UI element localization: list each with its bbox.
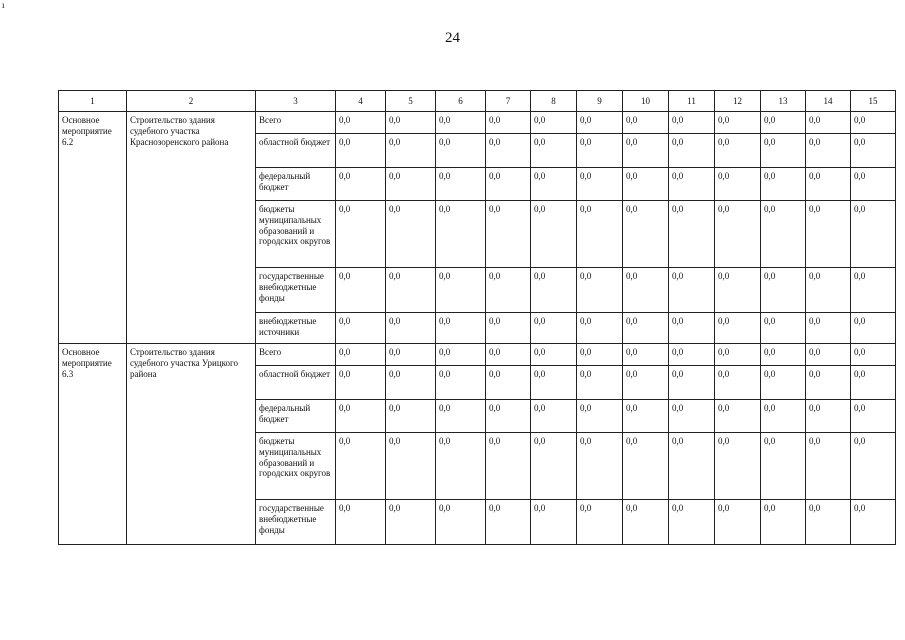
value-cell: 0,0 (761, 433, 806, 500)
value-cell: 0,0 (486, 433, 531, 500)
value-cell: 0,0 (669, 168, 715, 201)
funding-source-cell: федеральный бюджет (256, 400, 336, 433)
value-cell: 0,0 (851, 112, 896, 134)
value-cell: 0,0 (577, 400, 623, 433)
value-cell: 0,0 (851, 344, 896, 366)
value-cell: 0,0 (623, 313, 669, 344)
value-cell: 0,0 (386, 344, 436, 366)
table-row (59, 344, 896, 366)
funding-source-cell: областной бюджет (256, 134, 336, 168)
value-cell: 0,0 (806, 168, 851, 201)
value-cell: 0,0 (623, 112, 669, 134)
funding-source-cell: государственные внебюджетные фонды (256, 500, 336, 545)
value-cell: 0,0 (669, 400, 715, 433)
value-cell: 0,0 (486, 400, 531, 433)
header-cell: 7 (486, 91, 531, 112)
header-cell: 6 (436, 91, 486, 112)
funding-source-cell: областной бюджет (256, 366, 336, 400)
value-cell: 0,0 (851, 433, 896, 500)
value-cell: 0,0 (386, 400, 436, 433)
value-cell: 0,0 (715, 500, 761, 545)
value-cell: 0,0 (851, 168, 896, 201)
value-cell: 0,0 (851, 400, 896, 433)
value-cell: 0,0 (336, 344, 386, 366)
value-cell: 0,0 (531, 201, 577, 268)
value-cell: 0,0 (386, 168, 436, 201)
header-row (59, 91, 896, 112)
value-cell: 0,0 (577, 500, 623, 545)
value-cell: 0,0 (336, 201, 386, 268)
header-cell: 8 (531, 91, 577, 112)
value-cell: 0,0 (486, 268, 531, 313)
value-cell: 0,0 (531, 112, 577, 134)
value-cell: 0,0 (715, 168, 761, 201)
value-cell: 0,0 (436, 366, 486, 400)
value-cell: 0,0 (386, 134, 436, 168)
value-cell: 0,0 (669, 500, 715, 545)
header-cell: 3 (256, 91, 336, 112)
value-cell: 0,0 (531, 400, 577, 433)
header-cell: 13 (761, 91, 806, 112)
value-cell: 0,0 (669, 268, 715, 313)
value-cell: 0,0 (386, 268, 436, 313)
funding-source-cell: федеральный бюджет (256, 168, 336, 201)
measure-name-cell: Основное мероприятие 6.3 (59, 344, 127, 545)
value-cell: 0,0 (531, 433, 577, 500)
value-cell: 0,0 (623, 268, 669, 313)
value-cell: 0,0 (436, 500, 486, 545)
value-cell: 0,0 (577, 134, 623, 168)
value-cell: 0,0 (577, 168, 623, 201)
value-cell: 0,0 (336, 134, 386, 168)
value-cell: 0,0 (486, 168, 531, 201)
value-cell: 0,0 (386, 366, 436, 400)
value-cell: 0,0 (761, 366, 806, 400)
value-cell: 0,0 (669, 201, 715, 268)
header-cell: 1 (59, 91, 127, 112)
value-cell: 0,0 (577, 313, 623, 344)
value-cell: 0,0 (761, 201, 806, 268)
value-cell: 0,0 (761, 134, 806, 168)
value-cell: 0,0 (851, 313, 896, 344)
value-cell: 0,0 (806, 400, 851, 433)
value-cell: 0,0 (436, 400, 486, 433)
value-cell: 0,0 (486, 344, 531, 366)
value-cell: 0,0 (336, 366, 386, 400)
value-cell: 0,0 (623, 433, 669, 500)
value-cell: 0,0 (436, 168, 486, 201)
value-cell: 0,0 (806, 134, 851, 168)
value-cell: 0,0 (531, 134, 577, 168)
value-cell: 0,0 (436, 134, 486, 168)
value-cell: 0,0 (531, 366, 577, 400)
funding-source-cell: бюджеты муниципальных образований и городских округов (256, 201, 336, 268)
value-cell: 0,0 (336, 313, 386, 344)
header-cell: 5 (386, 91, 436, 112)
value-cell: 0,0 (436, 344, 486, 366)
value-cell: 0,0 (336, 433, 386, 500)
value-cell: 0,0 (761, 344, 806, 366)
value-cell: 0,0 (577, 112, 623, 134)
value-cell: 0,0 (486, 500, 531, 545)
budget-table (58, 90, 896, 545)
header-cell: 4 (336, 91, 386, 112)
value-cell: 0,0 (761, 500, 806, 545)
value-cell: 0,0 (623, 201, 669, 268)
value-cell: 0,0 (386, 112, 436, 134)
value-cell: 0,0 (386, 313, 436, 344)
value-cell: 0,0 (386, 433, 436, 500)
funding-source-cell: Всего (256, 344, 336, 366)
value-cell: 0,0 (531, 313, 577, 344)
value-cell: 0,0 (623, 366, 669, 400)
funding-source-cell: внебюджетные источники (256, 313, 336, 344)
value-cell: 0,0 (436, 201, 486, 268)
measure-description-cell: Строительство здания судебного участка Краснозоренского района (127, 112, 256, 344)
value-cell: 0,0 (336, 268, 386, 313)
value-cell: 0,0 (386, 500, 436, 545)
value-cell: 0,0 (531, 500, 577, 545)
value-cell: 0,0 (577, 201, 623, 268)
value-cell: 0,0 (851, 134, 896, 168)
value-cell: 0,0 (669, 313, 715, 344)
funding-source-cell: бюджеты муниципальных образований и городских округов (256, 433, 336, 500)
corner-mark: ı (2, 0, 5, 10)
value-cell: 0,0 (531, 268, 577, 313)
value-cell: 0,0 (715, 313, 761, 344)
value-cell: 0,0 (336, 112, 386, 134)
value-cell: 0,0 (577, 433, 623, 500)
value-cell: 0,0 (336, 500, 386, 545)
value-cell: 0,0 (336, 400, 386, 433)
header-cell: 9 (577, 91, 623, 112)
value-cell: 0,0 (486, 366, 531, 400)
value-cell: 0,0 (806, 500, 851, 545)
value-cell: 0,0 (436, 112, 486, 134)
value-cell: 0,0 (486, 201, 531, 268)
value-cell: 0,0 (851, 500, 896, 545)
value-cell: 0,0 (336, 168, 386, 201)
value-cell: 0,0 (715, 268, 761, 313)
value-cell: 0,0 (669, 134, 715, 168)
value-cell: 0,0 (669, 344, 715, 366)
value-cell: 0,0 (715, 134, 761, 168)
value-cell: 0,0 (761, 268, 806, 313)
value-cell: 0,0 (715, 112, 761, 134)
header-cell: 12 (715, 91, 761, 112)
value-cell: 0,0 (806, 433, 851, 500)
value-cell: 0,0 (623, 344, 669, 366)
header-cell: 14 (806, 91, 851, 112)
value-cell: 0,0 (715, 344, 761, 366)
value-cell: 0,0 (806, 201, 851, 268)
value-cell: 0,0 (806, 268, 851, 313)
value-cell: 0,0 (486, 313, 531, 344)
value-cell: 0,0 (761, 168, 806, 201)
value-cell: 0,0 (386, 201, 436, 268)
table-row (59, 112, 896, 134)
value-cell: 0,0 (436, 313, 486, 344)
value-cell: 0,0 (715, 433, 761, 500)
value-cell: 0,0 (851, 201, 896, 268)
value-cell: 0,0 (715, 201, 761, 268)
value-cell: 0,0 (577, 344, 623, 366)
value-cell: 0,0 (577, 268, 623, 313)
value-cell: 0,0 (806, 313, 851, 344)
value-cell: 0,0 (623, 134, 669, 168)
value-cell: 0,0 (531, 344, 577, 366)
value-cell: 0,0 (623, 400, 669, 433)
value-cell: 0,0 (623, 500, 669, 545)
value-cell: 0,0 (669, 112, 715, 134)
header-cell: 2 (127, 91, 256, 112)
value-cell: 0,0 (486, 134, 531, 168)
value-cell: 0,0 (436, 268, 486, 313)
measure-description-cell: Строительство здания судебного участка Урицкого района (127, 344, 256, 545)
page-number: 24 (445, 30, 460, 46)
value-cell: 0,0 (761, 313, 806, 344)
value-cell: 0,0 (715, 400, 761, 433)
value-cell: 0,0 (577, 366, 623, 400)
value-cell: 0,0 (761, 112, 806, 134)
value-cell: 0,0 (806, 112, 851, 134)
value-cell: 0,0 (806, 344, 851, 366)
funding-source-cell: Всего (256, 112, 336, 134)
value-cell: 0,0 (715, 366, 761, 400)
header-cell: 10 (623, 91, 669, 112)
value-cell: 0,0 (623, 168, 669, 201)
value-cell: 0,0 (806, 366, 851, 400)
value-cell: 0,0 (851, 268, 896, 313)
funding-source-cell: государственные внебюджетные фонды (256, 268, 336, 313)
value-cell: 0,0 (531, 168, 577, 201)
value-cell: 0,0 (669, 366, 715, 400)
value-cell: 0,0 (669, 433, 715, 500)
header-cell: 11 (669, 91, 715, 112)
value-cell: 0,0 (486, 112, 531, 134)
measure-name-cell: Основное мероприятие 6.2 (59, 112, 127, 344)
value-cell: 0,0 (436, 433, 486, 500)
value-cell: 0,0 (851, 366, 896, 400)
header-cell: 15 (851, 91, 896, 112)
table-body (59, 91, 896, 545)
value-cell: 0,0 (761, 400, 806, 433)
